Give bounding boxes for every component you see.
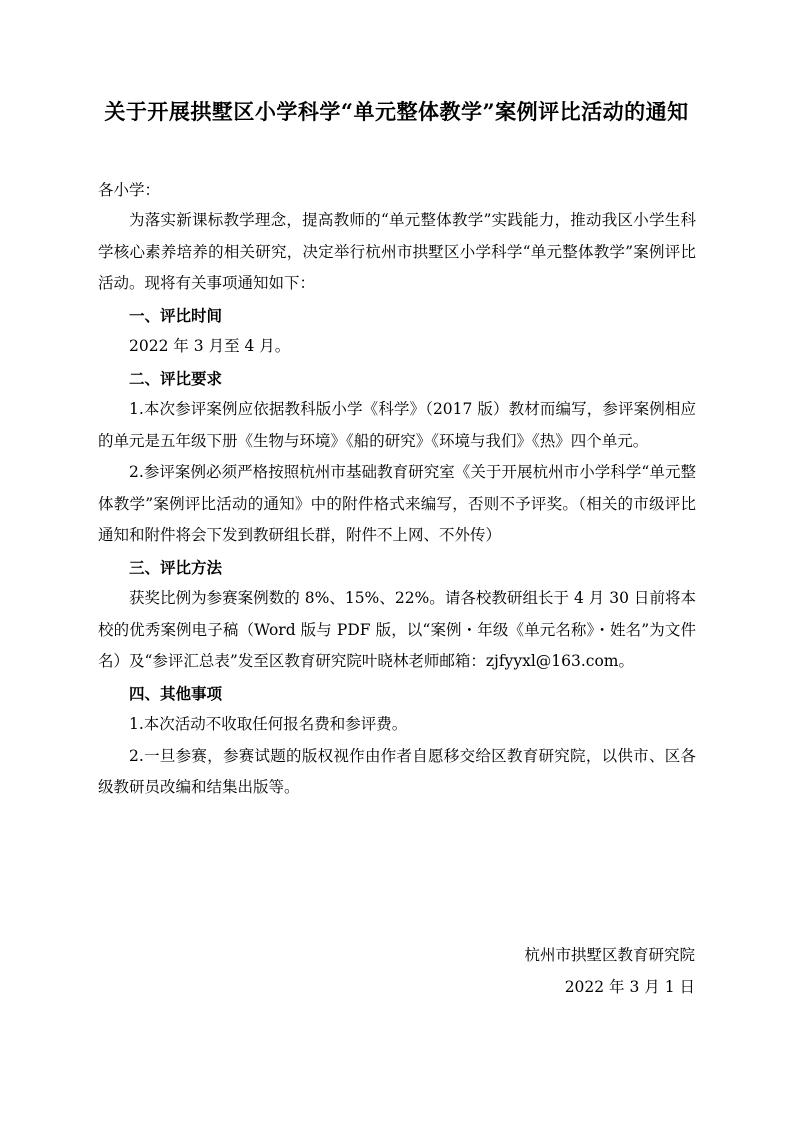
- section-heading-method: 三、评比方法: [129, 557, 223, 577]
- section-paragraph: 1.本次活动不收取任何报名费和参评费。: [129, 715, 408, 733]
- section-paragraph: 获奖比例为参赛案例数的 8%、15%、22%。请各校教研组长于 4 月 30 日前将本校的优秀案例电子稿（Word 版与 PDF 版，以“案例・年级《单元名称》・姓名”为文件名）及“参评汇总表”发至区教育研究院叶晓林老师邮箱：zjfyyxl@163.com。: [98, 589, 696, 670]
- intro-paragraph: 为落实新课标教学理念，提高教师的“单元整体教学”实践能力，推动我区小学生科学核心素养培养的相关研究，决定举行杭州市拱墅区小学科学“单元整体教学”案例评比活动。现将有关事项通知如下：: [98, 211, 696, 292]
- section-paragraph: 2022 年 3 月至 4 月。: [129, 337, 291, 355]
- section-heading-time: 一、评比时间: [129, 305, 223, 325]
- section-heading-requirements: 二、评比要求: [129, 368, 223, 388]
- salutation: 各小学：: [98, 181, 161, 199]
- section-paragraph: 2.参评案例必须严格按照杭州市基础教育研究室《关于开展杭州市小学科学“单元整体教学”案例评比活动的通知》中的附件格式来编写，否则不予评奖。（相关的市级评比通知和附件将会下发到教研组长群，附件不上网、不外传）: [98, 463, 696, 544]
- section-paragraph: 2.一旦参赛，参赛试题的版权视作由作者自愿移交给区教育研究院，以供市、区各级教研员改编和结集出版等。: [98, 746, 696, 796]
- section-heading-other: 四、其他事项: [129, 683, 223, 703]
- document-body: [98, 205, 696, 804]
- section-paragraph: 1.本次参评案例应依据教科版小学《科学》（2017 版）教材而编写，参评案例相应的单元是五年级下册《生物与环境》《船的研究》《环境与我们》《热》四个单元。: [98, 400, 696, 450]
- signature-organization: 杭州市拱墅区教育研究院: [524, 946, 695, 964]
- document-title: 关于开展拱墅区小学科学“单元整体教学”案例评比活动的通知: [104, 99, 689, 124]
- signature-date: 2022 年 3 月 1 日: [564, 978, 695, 996]
